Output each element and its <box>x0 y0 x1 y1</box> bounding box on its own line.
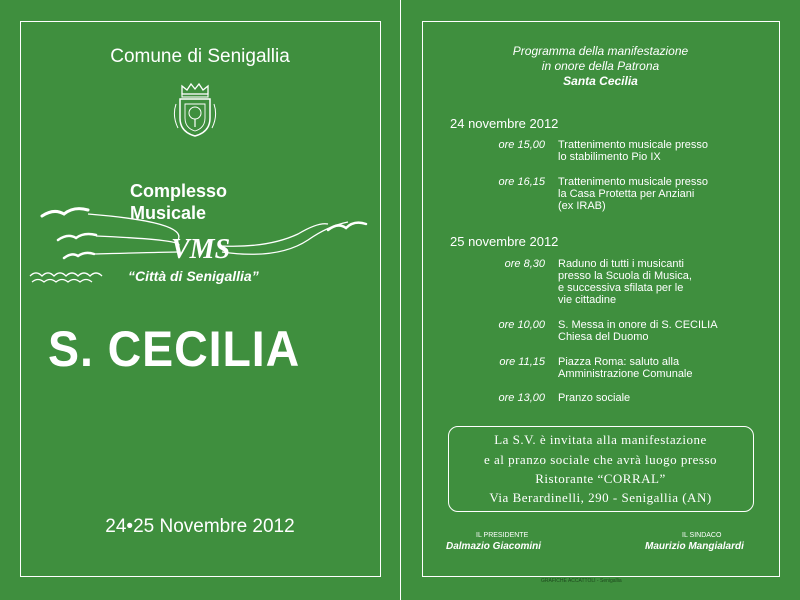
event-line: Pranzo sociale <box>558 392 631 404</box>
event-description <box>558 139 708 163</box>
invitation-line: La S.V. è invitata alla manifestazione <box>494 432 707 447</box>
event-line: (ex IRAB) <box>558 200 606 212</box>
event-dates: 24•25 Novembre 2012 <box>105 516 295 537</box>
event-line: Chiesa del Duomo <box>558 331 649 343</box>
event-line: la Casa Protetta per Anziani <box>558 188 695 200</box>
band-city: “Città di Senigallia” <box>128 268 259 284</box>
event-time: ore 10,00 <box>498 319 545 331</box>
band-name-line1: Complesso <box>130 181 228 201</box>
program-patron: Santa Cecilia <box>563 74 638 88</box>
event-description <box>558 356 693 380</box>
band-name-line2: Musicale <box>130 203 207 223</box>
event-description <box>558 176 708 212</box>
president-role: IL PRESIDENTE <box>476 532 529 539</box>
event-description <box>558 319 718 343</box>
day-heading: 25 novembre 2012 <box>450 234 559 249</box>
event-description <box>558 258 692 306</box>
mayor-role: IL SINDACO <box>682 532 722 539</box>
event-line: Piazza Roma: saluto alla <box>558 356 680 368</box>
event-time: ore 11,15 <box>499 356 545 368</box>
invitation-line: Via Berardinelli, 290 - Senigallia (AN) <box>489 490 712 505</box>
program-intro-line2: in onore della Patrona <box>541 59 660 73</box>
event-line: Amministrazione Comunale <box>558 368 693 380</box>
svg-text:VMS: VMS <box>171 234 231 265</box>
event-line: presso la Scuola di Musica, <box>558 270 692 282</box>
city-crest-icon <box>168 82 222 138</box>
city-title: Comune di Senigallia <box>110 46 290 67</box>
event-line: Raduno di tutti i musicanti <box>558 258 684 270</box>
printer-credit: GRAFICHE ACCATTOLI - Senigallia <box>541 578 622 584</box>
event-time: ore 15,00 <box>498 139 545 151</box>
event-line: Trattenimento musicale presso <box>558 176 708 188</box>
invitation-line: Ristorante “CORRAL” <box>535 471 666 486</box>
event-line: S. Messa in onore di S. CECILIA <box>558 319 718 331</box>
main-title: S. CECILIA <box>48 321 301 377</box>
invitation-line: e al pranzo sociale che avrà luogo presso <box>483 452 718 467</box>
event-line: lo stabilimento Pio IX <box>558 151 661 163</box>
event-line: vie cittadine <box>558 294 617 306</box>
program-intro-line1: Programma della manifestazione <box>512 44 689 58</box>
event-time: ore 16,15 <box>498 176 545 188</box>
event-time: ore 8,30 <box>504 258 545 270</box>
program-intro <box>401 44 800 89</box>
mayor-name: Maurizio Mangialardi <box>645 541 744 552</box>
president-name: Dalmazio Giacomini <box>446 541 542 552</box>
event-description <box>558 392 630 404</box>
program-panel <box>401 0 800 600</box>
event-line: e successiva sfilata per le <box>558 282 684 294</box>
event-time: ore 13,00 <box>498 392 545 404</box>
day-heading: 24 novembre 2012 <box>450 116 559 131</box>
event-line: Trattenimento musicale presso <box>558 139 708 151</box>
